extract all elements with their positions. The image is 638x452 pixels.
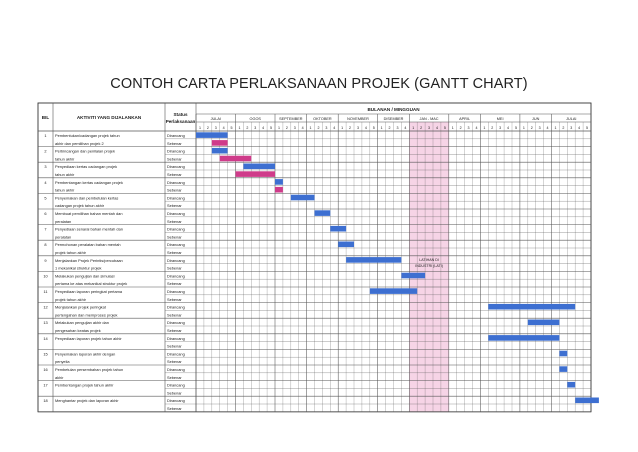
status-actual-label: Sebenar (167, 265, 182, 271)
plan-bar (488, 304, 575, 310)
plan-bar (346, 257, 401, 263)
week-number: 1 (451, 126, 454, 130)
status-actual-label: Sebenar (167, 250, 182, 255)
status-actual-label: Sebenar (167, 343, 182, 349)
status-header: Status (173, 112, 188, 117)
activity-number: 17 (43, 382, 48, 388)
month-label: JULAI (566, 117, 577, 121)
activity-number: 5 (44, 195, 47, 201)
actual-bar (212, 140, 228, 146)
activity-number: 2 (44, 148, 47, 154)
plan-bar (488, 335, 559, 341)
activity-name: Penyediaan laporan peringkat pertama projek tahun akhir (55, 289, 123, 302)
week-number: 1 (483, 126, 486, 130)
status-actual-label: Sebenar (167, 296, 182, 302)
plan-bar (291, 195, 315, 201)
activity-name: Penyediaan senarai bahan mentah dan peralatan (55, 226, 123, 240)
week-number: 4 (262, 126, 265, 130)
status-plan-label: Dirancang (167, 335, 185, 341)
status-actual-label: Sebenar (167, 172, 182, 177)
week-number: 1 (380, 126, 383, 130)
week-number: 5 (270, 126, 273, 130)
plan-bar (212, 148, 228, 154)
month-label: MEI (496, 117, 504, 121)
activity-number: 1 (44, 133, 47, 138)
plan-bar (575, 398, 599, 404)
plan-bar (315, 210, 331, 216)
month-label: OKTOBER (313, 117, 332, 121)
activity-number: 11 (43, 289, 48, 294)
week-number: 3 (570, 126, 573, 130)
status-plan-label: Dirancang (167, 351, 185, 357)
bulanan-header: BULANAN / MINGGUAN (367, 107, 420, 112)
activity-number: 12 (43, 304, 48, 310)
week-number: 2 (562, 126, 565, 130)
month-label: NOVEMBER (347, 117, 369, 121)
week-number: 3 (254, 126, 257, 130)
status-actual-label: Sebenar (167, 140, 182, 146)
week-number: 1 (309, 126, 312, 130)
plan-bar (275, 179, 283, 185)
week-number: 5 (443, 126, 446, 130)
activity-name: Menjalankan projek peringkat pertengahan dan memproses projek (55, 304, 118, 318)
activity-name: Permohonan peralatan bahan mentah projek tahun akhir (55, 242, 121, 255)
month-label: JULAI (210, 117, 221, 121)
status-plan-label: Dirancang (167, 289, 185, 294)
activity-name: Pembetulan persembahan projek tahun akhir (55, 367, 124, 380)
activity-name: Penyemakan dan pembetulan kertas cadangan projek tahun akhir (55, 195, 119, 209)
week-number: 4 (301, 126, 304, 130)
week-number: 3 (538, 126, 541, 130)
plan-bar (401, 273, 425, 279)
activity-name: Menghantar projek dan laporan akhir (55, 398, 119, 404)
week-number: 4 (333, 126, 336, 130)
week-number: 4 (546, 126, 549, 130)
week-number: 4 (435, 126, 438, 130)
activity-name: Penyemakan laporan akhir dengan penyelia (55, 351, 116, 365)
week-number: 2 (317, 126, 320, 130)
activity-number: 7 (44, 226, 47, 232)
month-label: JUN (532, 117, 540, 121)
activity-number: 6 (44, 211, 47, 216)
status-actual-label: Sebenar (167, 187, 182, 193)
status-actual-label: Sebenar (167, 328, 182, 333)
week-number: 2 (285, 126, 288, 130)
aktiviti-header: AKTIVITI YANG DIJALANKAN (76, 115, 142, 120)
plan-bar (559, 366, 567, 372)
week-number: 3 (467, 126, 470, 130)
activity-name: Penyediaan laporan projek tahun akhir (55, 335, 122, 341)
week-number: 3 (293, 126, 296, 130)
plan-bar (528, 320, 560, 326)
status-plan-label: Dirancang (167, 226, 185, 232)
plan-bar (330, 226, 346, 232)
week-number: 2 (530, 126, 533, 130)
month-label: DISEMBER (383, 117, 404, 121)
week-number: 1 (238, 126, 241, 130)
status-actual-label: Sebenar (167, 203, 182, 209)
status-plan-label: Dirancang (167, 320, 185, 326)
month-label: APRIL (459, 117, 471, 121)
plan-bar (559, 351, 567, 357)
actual-bar (275, 187, 283, 193)
week-number: 3 (499, 126, 502, 130)
activity-number: 16 (43, 367, 48, 372)
activity-number: 10 (43, 273, 48, 279)
week-number: 5 (586, 126, 589, 130)
week-number: 5 (372, 126, 375, 130)
activity-number: 3 (44, 164, 47, 170)
status-plan-label: Dirancang (167, 211, 185, 216)
bil-header: BIL (41, 115, 50, 120)
week-number: 2 (246, 126, 249, 130)
training-label: LATIHAN DI (419, 258, 439, 262)
month-label: SEPTEMBER (279, 117, 303, 121)
status-plan-label: Dirancang (167, 273, 185, 279)
plan-bar (196, 132, 228, 138)
status-header: Perlaksanaan (165, 119, 196, 124)
status-plan-label: Dirancang (167, 304, 185, 310)
week-number: 1 (277, 126, 280, 130)
week-number: 3 (325, 126, 328, 130)
status-plan-label: Dirancang (167, 133, 185, 138)
status-plan-label: Dirancang (167, 398, 185, 404)
week-number: 2 (388, 126, 391, 130)
status-plan-label: Dirancang (167, 367, 185, 372)
status-actual-label: Sebenar (167, 406, 182, 411)
status-actual-label: Sebenar (167, 374, 182, 380)
week-number: 1 (554, 126, 557, 130)
week-number: 5 (514, 126, 517, 130)
week-number: 3 (214, 126, 217, 130)
week-number: 4 (578, 126, 581, 130)
actual-bar (236, 171, 276, 177)
activity-name: Perbincangan dan penilaian projek tahun akhir (55, 148, 115, 162)
activity-name: Membuat pemilihan bahan mentah dan peralatan (55, 211, 123, 224)
week-number: 3 (396, 126, 399, 130)
activity-number: 13 (43, 320, 48, 326)
week-number: 2 (459, 126, 462, 130)
week-number: 1 (522, 126, 525, 130)
status-actual-label: Sebenar (167, 390, 182, 396)
week-number: 2 (206, 126, 209, 130)
activity-name: Menjalankan Projek Perintis/percubaan 1 mekanikal struktur projek (55, 257, 123, 271)
status-actual-label: Sebenar (167, 234, 182, 240)
status-plan-label: Dirancang (167, 164, 185, 170)
week-number: 4 (404, 126, 407, 130)
month-label: JAN - MAC (419, 117, 439, 121)
week-number: 4 (507, 126, 510, 130)
plan-bar (370, 288, 417, 294)
plan-bar (243, 164, 275, 170)
activity-number: 4 (44, 179, 47, 185)
week-number: 4 (475, 126, 478, 130)
plan-bar (567, 382, 575, 388)
activity-name: Melakukan pengujian dan simulasi pertama ke atas mekanikal struktur projek (55, 273, 128, 287)
week-number: 2 (491, 126, 494, 130)
status-plan-label: Dirancang (167, 242, 185, 248)
status-plan-label: Dirancang (167, 257, 185, 263)
activity-number: 8 (44, 242, 47, 248)
activity-number: 18 (43, 398, 48, 404)
week-number: 1 (412, 126, 415, 130)
training-label: INDUSTRI (LATI) (415, 264, 443, 268)
status-plan-label: Dirancang (167, 195, 185, 201)
week-number: 4 (222, 126, 225, 130)
status-actual-label: Sebenar (167, 156, 182, 162)
week-number: 2 (420, 126, 423, 130)
week-number: 3 (356, 126, 359, 130)
activity-number: 15 (43, 351, 48, 357)
actual-bar (220, 156, 252, 162)
week-number: 1 (198, 126, 201, 130)
activity-name: Pembentangan projek tahun akhir (55, 382, 114, 388)
week-number: 2 (349, 126, 352, 130)
activity-number: 14 (43, 335, 48, 341)
status-actual-label: Sebenar (167, 359, 182, 365)
activity-number: 9 (44, 257, 47, 263)
status-plan-label: Dirancang (167, 179, 185, 185)
status-actual-label: Sebenar (167, 281, 182, 287)
activity-name: Pembentukan/cadangan projek tahun akhir dan pemilihan projek 2 (55, 133, 120, 146)
activity-name: Pembentangan kertas cadangan projek tahun akhir (55, 179, 123, 193)
page-title: CONTOH CARTA PERLAKSANAAN PROJEK (GANTT CHART) (110, 76, 528, 92)
week-number: 4 (364, 126, 367, 130)
status-actual-label: Sebenar (167, 218, 182, 224)
week-number: 3 (428, 126, 431, 130)
status-plan-label: Dirancang (167, 148, 185, 154)
status-plan-label: Dirancang (167, 382, 185, 388)
month-label: OGOS (249, 117, 261, 121)
plan-bar (338, 242, 354, 248)
activity-name: Melakukan pengujian akhir dan pengesahan keatas projek (55, 320, 109, 333)
activity-name: Penyediaan kertas cadangan projek tahun akhir (55, 164, 118, 177)
status-actual-label: Sebenar (167, 312, 182, 318)
week-number: 1 (341, 126, 344, 130)
week-number: 5 (230, 126, 233, 130)
